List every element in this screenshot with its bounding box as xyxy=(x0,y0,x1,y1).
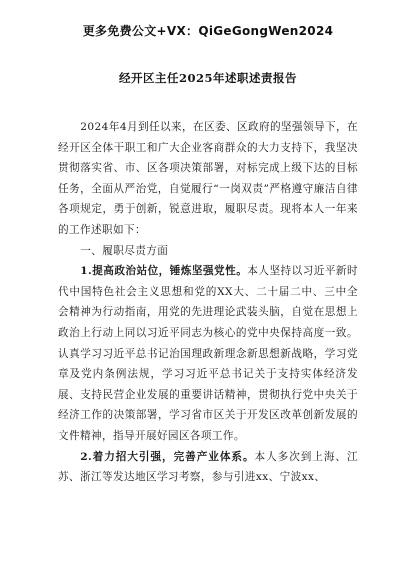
item-1-lead: 1.提高政治站位，锤炼坚强党性。 xyxy=(80,265,248,278)
item-paragraph-1 xyxy=(58,261,358,446)
section-heading-duties: 一、履职尽责方面 xyxy=(80,244,169,257)
watermark-header: 更多免费公文+VX：QiGeGongWen2024 xyxy=(82,24,334,38)
item-1-body: 本人坚持以习近平新时代中国特色社会主义思想和党的XX大、二十届二中、三中全会精神为行动指南，用党的先进理论武装头脑，自觉在思想上政治上行动上同以习近平同志为核心的党中央保持高度一致。认真学习习近平总书记治国理政新理念新思想新战略，学习党章及党内条例法规，学习习近平总书记关于支持实体经济发展、支持民营企业发展的重要讲话精神，贯彻执行党中央关于经济工作的决策部署，学习省市区关于开发区改革创新发展的文件精神，指导开展好园区各项工作。 xyxy=(58,265,358,442)
item-2-body: 本人多次到上海、江苏、浙江等发达地区学习考察，参与引进xx、宁波xx、 xyxy=(58,450,358,484)
intro-paragraph: 2024年4月到任以来，在区委、区政府的坚强领导下，在经开区全体干职工和广大企业客商群众的大力支持下，我坚决贯彻落实省、市、区各项决策部署，对标完成上级下达的目标任务，全面从严治党，自觉履行“一岗双责”严格遵守廉洁自律各项规定，勇于创新，锐意进取，履职尽责。现将本人一年来的工作述职如下： xyxy=(58,121,358,236)
item-paragraph-2 xyxy=(58,447,358,488)
item-2-lead: 2.着力招大引强，完善产业体系。 xyxy=(80,450,255,463)
document-body xyxy=(58,117,358,488)
document-title: 经开区主任2025年述职述责报告 xyxy=(118,71,297,85)
